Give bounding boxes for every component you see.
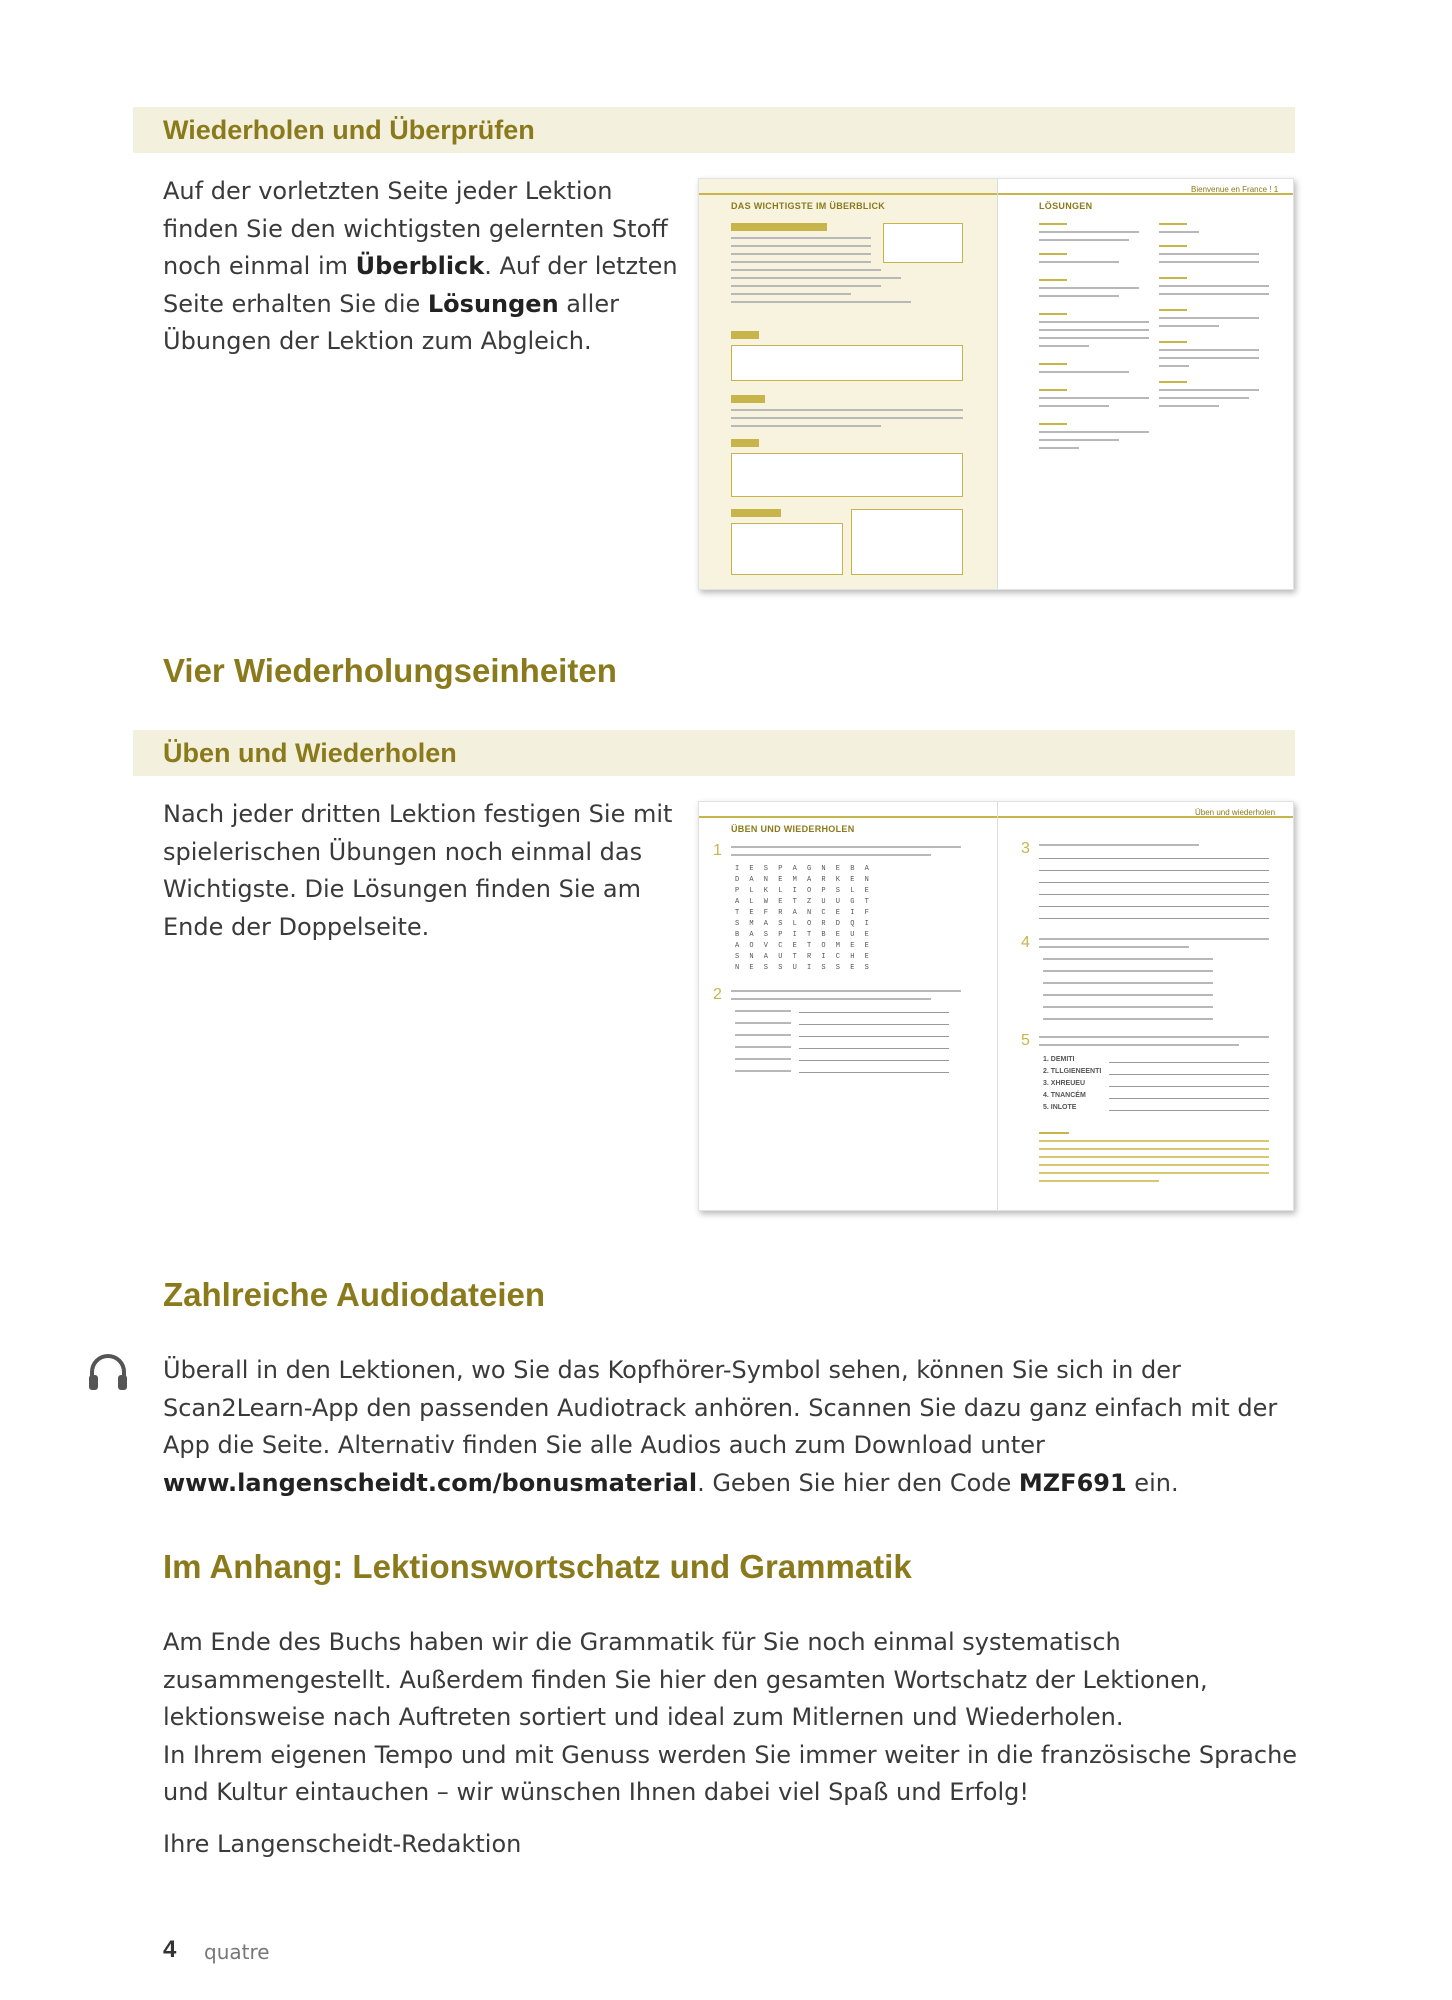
page-number-word: quatre — [204, 1940, 270, 1964]
page-number: 4 — [163, 1936, 177, 1963]
thumbnail-ueberblick-loesungen — [698, 178, 1294, 590]
paragraph-line: Seite erhalten Sie die Lösungen aller — [163, 289, 619, 318]
paragraph-line: Übungen der Lektion zum Abgleich. — [163, 327, 592, 355]
anagram-list: 1. DEMITI 2. TLLGIENEENTI 3. XHREUEU 4. TNANCÉM 5. INLOTE — [1043, 1056, 1102, 1111]
thumb-right-title: LÖSUNGEN — [1039, 201, 1093, 211]
paragraph-line: zusammengestellt. Außerdem finden Sie hier den gesamten Wortschatz der Lektionen, — [163, 1665, 1208, 1694]
section4-paragraph — [163, 1624, 1297, 1812]
term-ueberblick: Überblick — [355, 252, 485, 280]
thumbnail-ueben-wiederholen: Üben und wiederholen ÜBEN UND WIEDERHOLEN 1 I E S P A G N E B A D A N E M A R K E N P L K L I O P S L E A L W E T Z U U G T T E F R A N C E I F S M A S L O R D Q I B A S P I T B E U E A O V C E T O M E E S N A U T R I C H E N E S S U I S S E S 2 3 4 5 1. DEMITI 2. TLLGIENEENTI 3. XHREUEU 4. TNANCÉM 5. INLOTE — [698, 801, 1294, 1211]
paragraph-line: Ende der Doppelseite. — [163, 912, 430, 941]
paragraph-line: spielerischen Übungen noch einmal das — [163, 837, 643, 866]
paragraph-line: noch einmal im Überblick. Auf der letzten — [163, 252, 678, 280]
paragraph-line: App die Seite. Alternativ finden Sie alle Audios auch zum Download unter — [163, 1431, 1045, 1459]
thumb-left-title: ÜBEN UND WIEDERHOLEN — [731, 824, 855, 834]
paragraph-line: Nach jeder dritten Lektion festigen Sie mit — [163, 800, 673, 828]
thumb-header-tag: Bienvenue en France ! 1 — [1191, 185, 1279, 194]
download-code: MZF691 — [1018, 1468, 1127, 1497]
signature: Ihre Langenscheidt-Redaktion — [163, 1830, 522, 1858]
paragraph-line: www.langenscheidt.com/bonusmaterial. Geben Sie hier den Code MZF691 ein. — [163, 1468, 1179, 1497]
paragraph-line: Wichtigste. Die Lösungen finden Sie am — [163, 875, 642, 903]
section3-paragraph — [163, 1352, 1277, 1502]
section-title-anhang: Im Anhang: Lektionswortschatz und Grammatik — [163, 1548, 912, 1585]
paragraph-line: Überall in den Lektionen, wo Sie das Kopfhörer-Symbol sehen, können Sie sich in der — [163, 1356, 1181, 1384]
section-title-audiodateien: Zahlreiche Audiodateien — [163, 1276, 546, 1313]
headphones-icon — [86, 1352, 130, 1392]
paragraph-line: lektionsweise nach Auftreten sortiert und ideal zum Mitlernen und Wiederholen. — [163, 1703, 1124, 1731]
word-search-grid: I E S P A G N E B A D A N E M A R K E N P L K L I O P S L E A L W E T Z U U G T T E F R A N C E I F S M A S L O R D Q I B A S P I T B E U E A O V C E T O M E E S N A U T R I C H E N E S S U I S S E S — [735, 865, 872, 972]
section1-paragraph — [163, 173, 678, 361]
paragraph-line: und Kultur eintauchen – wir wünschen Ihnen dabei viel Spaß und Erfolg! — [163, 1778, 1029, 1806]
thumb-left-title: DAS WICHTIGSTE IM ÜBERBLICK — [731, 201, 886, 211]
paragraph-line: In Ihrem eigenen Tempo und mit Genuss werden Sie immer weiter in die französische Sprache — [163, 1740, 1298, 1769]
paragraph-line: Scan2Learn-App den passenden Audiotrack anhören. Scannen Sie dazu ganz einfach mit der — [163, 1393, 1278, 1422]
paragraph-line: Auf der vorletzten Seite jeder Lektion — [163, 177, 613, 205]
thumb-header-tag: Üben und wiederholen — [1195, 808, 1276, 817]
section-heading-wiederholen: Wiederholen und Überprüfen — [133, 107, 1295, 153]
section2-paragraph — [163, 796, 672, 946]
bonus-url-link[interactable]: www.langenscheidt.com/bonusmaterial — [163, 1468, 698, 1497]
term-loesungen: Lösungen — [427, 289, 559, 318]
paragraph-line: finden Sie den wichtigsten gelernten Stoff — [163, 214, 668, 243]
section-heading-ueben: Üben und Wiederholen — [133, 730, 1295, 776]
section-title-wiederholungseinheiten: Vier Wiederholungseinheiten — [163, 652, 617, 689]
paragraph-line: Am Ende des Buchs haben wir die Grammatik für Sie noch einmal systematisch — [163, 1628, 1121, 1656]
